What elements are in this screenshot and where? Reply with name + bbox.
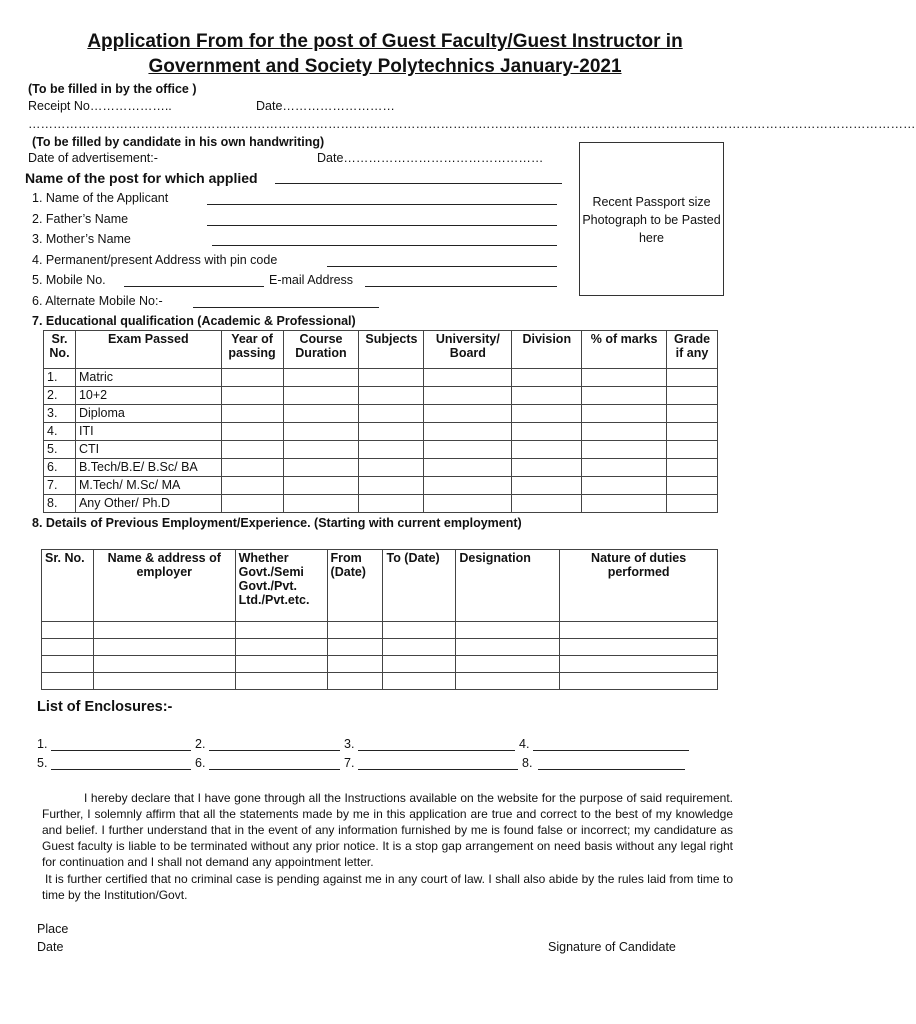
table-row: [42, 673, 718, 690]
row-exam: Matric: [75, 369, 221, 387]
field-email-input[interactable]: [365, 286, 557, 287]
col-university-board: University/ Board: [424, 331, 512, 369]
office-dotted-line: ……………………………………………………………………………………………………………………………………………………………………………………………: [28, 117, 916, 131]
table-row: [42, 622, 718, 639]
table-cell[interactable]: [359, 477, 424, 495]
field-alt-mobile-label: 6. Alternate Mobile No:-: [32, 294, 163, 308]
table-cell[interactable]: [221, 459, 283, 477]
emp-col-govt-type: Whether Govt./Semi Govt./Pvt. Ltd./Pvt.etc.: [235, 550, 327, 622]
table-cell[interactable]: [582, 405, 667, 423]
table-cell[interactable]: [93, 656, 235, 673]
col-course-duration: Course Duration: [283, 331, 359, 369]
table-cell[interactable]: [424, 477, 512, 495]
col-sr-no: Sr. No.: [44, 331, 76, 369]
enclosure-input-8[interactable]: [538, 769, 685, 770]
table-cell[interactable]: [93, 673, 235, 690]
table-cell[interactable]: [456, 656, 560, 673]
enclosure-num: 4.: [519, 737, 530, 751]
table-cell[interactable]: [456, 639, 560, 656]
table-cell[interactable]: [283, 495, 359, 513]
table-cell[interactable]: [512, 423, 582, 441]
table-row: [44, 423, 718, 441]
table-cell[interactable]: [560, 639, 718, 656]
emp-col-to-date: To (Date): [383, 550, 456, 622]
table-cell[interactable]: [283, 387, 359, 405]
field-father-name-label: 2. Father’s Name: [32, 212, 129, 226]
table-cell[interactable]: [221, 405, 283, 423]
table-cell[interactable]: [512, 405, 582, 423]
page-title-line-1: Application From for the post of Guest Faculty/Guest Instructor in: [87, 31, 683, 52]
table-cell[interactable]: [221, 387, 283, 405]
declaration-paragraph-2: It is further certified that no criminal case is pending against me in any court of law. I shall also abide by the rules laid from time to time by the Institution/Govt.: [42, 872, 733, 902]
field-father-name-input[interactable]: [207, 225, 557, 226]
education-heading: 7. Educational qualification (Academic & Professional): [32, 314, 356, 328]
col-division: Division: [512, 331, 582, 369]
table-cell[interactable]: [456, 673, 560, 690]
table-cell[interactable]: [424, 423, 512, 441]
table-cell[interactable]: [283, 477, 359, 495]
emp-col-from-date: From (Date): [327, 550, 383, 622]
table-cell[interactable]: [582, 459, 667, 477]
office-note: (To be filled in by the office ): [28, 82, 197, 96]
table-cell[interactable]: [383, 656, 456, 673]
enclosure-input-1[interactable]: [51, 750, 191, 751]
employment-header-row: [42, 550, 718, 622]
table-row: [44, 369, 718, 387]
table-cell[interactable]: [359, 387, 424, 405]
enclosure-num: 3.: [344, 737, 355, 751]
emp-col-employer: Name & address of employer: [93, 550, 235, 622]
col-percent-marks: % of marks: [582, 331, 667, 369]
table-cell[interactable]: [512, 495, 582, 513]
field-mother-name-input[interactable]: [212, 245, 557, 246]
field-applicant-name-input[interactable]: [207, 204, 557, 205]
enclosure-input-5[interactable]: [51, 769, 191, 770]
enclosure-input-2[interactable]: [209, 750, 340, 751]
table-cell[interactable]: [221, 441, 283, 459]
page-title-line-2: Government and Society Polytechnics January-2021: [148, 56, 622, 77]
table-cell[interactable]: [424, 387, 512, 405]
table-cell[interactable]: [359, 405, 424, 423]
table-cell[interactable]: [42, 673, 94, 690]
table-cell[interactable]: [667, 369, 718, 387]
photo-box: [579, 142, 724, 296]
photo-box-text: Recent Passport size Photograph to be Pasted here: [582, 195, 721, 245]
field-mobile-input[interactable]: [124, 286, 264, 287]
employment-heading: 8. Details of Previous Employment/Experience. (Starting with current employment): [32, 516, 522, 530]
field-mother-name-label: 3. Mother’s Name: [32, 232, 131, 246]
table-cell[interactable]: [221, 369, 283, 387]
field-address-label: 4. Permanent/present Address with pin code: [32, 253, 278, 267]
field-mobile-label: 5. Mobile No.: [32, 273, 106, 287]
field-applicant-name-label: 1. Name of the Applicant: [32, 191, 169, 205]
row-sr: 4.: [44, 423, 76, 441]
table-cell[interactable]: [512, 441, 582, 459]
table-cell[interactable]: [667, 423, 718, 441]
field-alt-mobile-input[interactable]: [193, 307, 379, 308]
table-cell[interactable]: [327, 639, 383, 656]
enclosure-num: 7.: [344, 756, 355, 770]
table-cell[interactable]: [235, 673, 327, 690]
adv-date-label: Date of advertisement:-: [28, 151, 158, 165]
row-exam: ITI: [75, 423, 221, 441]
table-cell[interactable]: [42, 656, 94, 673]
table-cell[interactable]: [424, 405, 512, 423]
field-address-input[interactable]: [327, 266, 557, 267]
table-cell[interactable]: [327, 622, 383, 639]
table-row: [44, 477, 718, 495]
enclosure-num: 6.: [195, 756, 206, 770]
date-label: Date: [37, 940, 64, 954]
table-row: [44, 405, 718, 423]
table-cell[interactable]: [383, 639, 456, 656]
table-cell[interactable]: [582, 369, 667, 387]
row-sr: 7.: [44, 477, 76, 495]
table-row: [44, 459, 718, 477]
table-cell[interactable]: [512, 369, 582, 387]
row-sr: 1.: [44, 369, 76, 387]
table-row: [42, 639, 718, 656]
table-cell[interactable]: [42, 639, 94, 656]
table-cell[interactable]: [221, 477, 283, 495]
receipt-no-field[interactable]: Receipt No………………..: [28, 99, 172, 113]
table-row: [44, 441, 718, 459]
table-cell[interactable]: [582, 495, 667, 513]
signature-label: Signature of Candidate: [548, 940, 676, 954]
emp-col-duties: Nature of duties performed: [560, 550, 718, 622]
enclosure-input-3[interactable]: [358, 750, 515, 751]
table-cell[interactable]: [283, 405, 359, 423]
row-sr: 5.: [44, 441, 76, 459]
post-label: Name of the post for which applied: [25, 170, 258, 186]
table-cell[interactable]: [560, 673, 718, 690]
row-sr: 6.: [44, 459, 76, 477]
enclosure-input-7[interactable]: [358, 769, 518, 770]
table-cell[interactable]: [582, 387, 667, 405]
col-year-of-passing: Year of passing: [221, 331, 283, 369]
row-exam: Diploma: [75, 405, 221, 423]
table-cell[interactable]: [327, 656, 383, 673]
row-exam: CTI: [75, 441, 221, 459]
table-cell[interactable]: [359, 495, 424, 513]
table-cell[interactable]: [42, 622, 94, 639]
col-grade: Grade if any: [667, 331, 718, 369]
table-cell[interactable]: [93, 622, 235, 639]
table-cell[interactable]: [283, 459, 359, 477]
table-cell[interactable]: [667, 459, 718, 477]
table-row: [44, 387, 718, 405]
table-cell[interactable]: [667, 387, 718, 405]
table-cell[interactable]: [359, 441, 424, 459]
table-cell[interactable]: [359, 423, 424, 441]
declaration-paragraph-1: I hereby declare that I have gone through all the Instructions available on the website for the purpose of said requirement. Further, I solemnly affirm that all the statements made by me in this application are true and correct to the best of my knowledge and belief. I further understand that in the event of any information furnished by me is found false or incorrect; my candidature as Guest faculty is liable to be terminated without any prior notice. It is a stop gap arrangement on need basis without any legal right for continuation and I shall not demand any appointment letter.: [42, 791, 733, 869]
table-cell[interactable]: [359, 459, 424, 477]
row-exam: M.Tech/ M.Sc/ MA: [75, 477, 221, 495]
candidate-note: (To be filled by candidate in his own handwriting): [32, 135, 325, 149]
table-cell[interactable]: [93, 639, 235, 656]
row-exam: 10+2: [75, 387, 221, 405]
table-cell[interactable]: [235, 639, 327, 656]
table-cell[interactable]: [667, 495, 718, 513]
enclosure-num: 2.: [195, 737, 206, 751]
office-date-field[interactable]: Date………………………: [256, 99, 395, 113]
education-table: [43, 330, 718, 513]
table-cell[interactable]: [283, 441, 359, 459]
table-cell[interactable]: [221, 423, 283, 441]
emp-col-designation: Designation: [456, 550, 560, 622]
table-cell[interactable]: [560, 656, 718, 673]
enclosure-input-6[interactable]: [209, 769, 340, 770]
table-cell[interactable]: [359, 369, 424, 387]
col-exam-passed: Exam Passed: [75, 331, 221, 369]
row-sr: 3.: [44, 405, 76, 423]
table-cell[interactable]: [512, 477, 582, 495]
table-row: [42, 656, 718, 673]
table-cell[interactable]: [560, 622, 718, 639]
employment-table: [41, 549, 718, 690]
table-cell[interactable]: [235, 622, 327, 639]
table-cell[interactable]: [424, 495, 512, 513]
table-cell[interactable]: [424, 459, 512, 477]
education-header-row: [44, 331, 718, 369]
enclosures-heading: List of Enclosures:-: [37, 699, 173, 715]
table-row: [44, 495, 718, 513]
enclosure-num: 5.: [37, 756, 48, 770]
table-cell[interactable]: [512, 387, 582, 405]
emp-col-sr-no: Sr. No.: [42, 550, 94, 622]
table-cell[interactable]: [667, 477, 718, 495]
table-cell[interactable]: [383, 673, 456, 690]
table-cell[interactable]: [512, 459, 582, 477]
table-cell[interactable]: [582, 423, 667, 441]
table-cell[interactable]: [221, 495, 283, 513]
table-cell[interactable]: [582, 441, 667, 459]
table-cell[interactable]: [424, 441, 512, 459]
table-cell[interactable]: [456, 622, 560, 639]
adv-date-field[interactable]: Date…………………………………………: [317, 151, 544, 165]
table-cell[interactable]: [283, 369, 359, 387]
col-subjects: Subjects: [359, 331, 424, 369]
enclosure-input-4[interactable]: [533, 750, 689, 751]
row-exam: Any Other/ Ph.D: [75, 495, 221, 513]
enclosure-num: 1.: [37, 737, 48, 751]
post-field[interactable]: [275, 183, 562, 184]
table-cell[interactable]: [667, 405, 718, 423]
table-cell[interactable]: [667, 441, 718, 459]
table-cell[interactable]: [327, 673, 383, 690]
table-cell[interactable]: [424, 369, 512, 387]
enclosure-num: 8.: [522, 756, 533, 770]
table-cell[interactable]: [582, 477, 667, 495]
place-label: Place: [37, 922, 69, 936]
table-cell[interactable]: [235, 656, 327, 673]
table-cell[interactable]: [383, 622, 456, 639]
table-cell[interactable]: [283, 423, 359, 441]
field-email-label: E-mail Address: [269, 273, 354, 287]
row-sr: 8.: [44, 495, 76, 513]
row-exam: B.Tech/B.E/ B.Sc/ BA: [75, 459, 221, 477]
row-sr: 2.: [44, 387, 76, 405]
